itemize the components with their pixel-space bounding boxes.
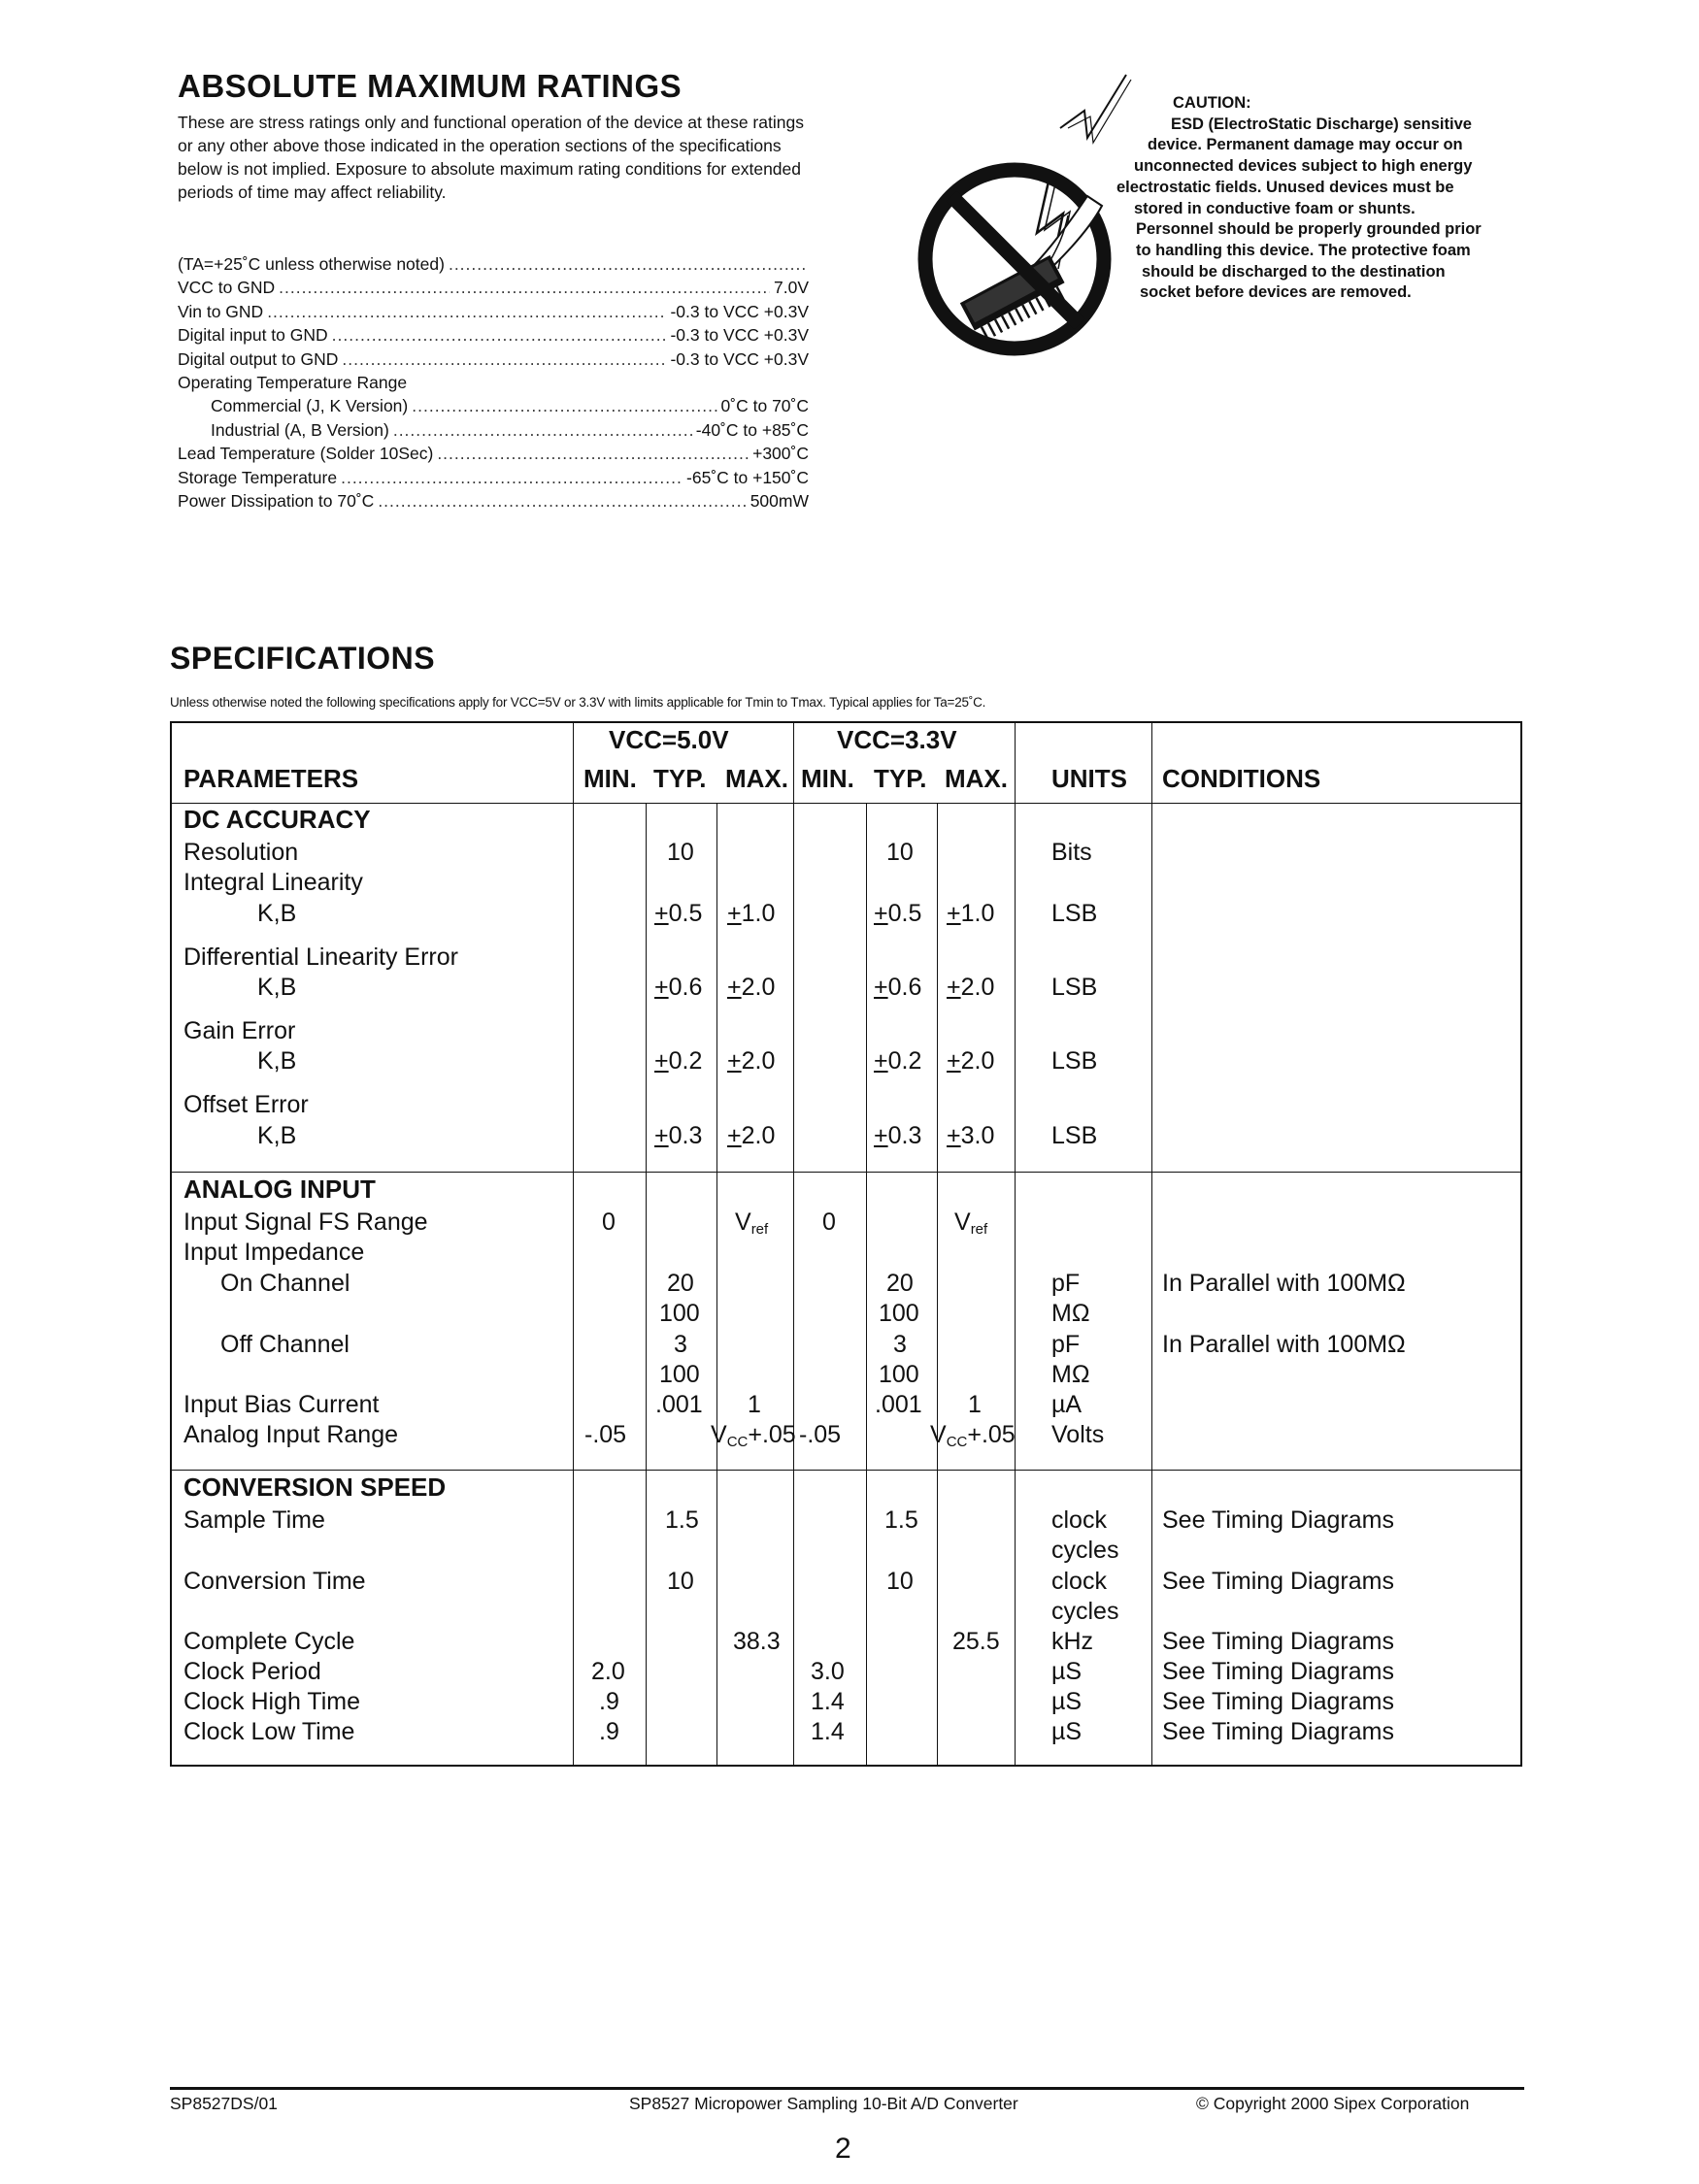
plus-minus-sign: + <box>874 900 888 927</box>
header-vcc33: VCC=3.3V <box>837 725 957 754</box>
param-analog-input-range: Analog Input Range <box>183 1421 399 1448</box>
value-conditions: In Parallel with 100MΩ <box>1162 1270 1406 1297</box>
section-analog-input: ANALOG INPUT <box>183 1175 376 1204</box>
value-units: µS <box>1051 1658 1083 1685</box>
param-integral-linearity: Integral Linearity <box>183 869 363 896</box>
value-units: LSB <box>1051 1047 1098 1075</box>
rating-row <box>178 323 809 347</box>
footer-doc-title: SP8527 Micropower Sampling 10-Bit A/D Converter <box>629 2094 1018 2113</box>
value-units: clock <box>1051 1568 1107 1595</box>
caution-line: to handling this device. The protective foam <box>1136 241 1471 259</box>
header-min: MIN. <box>583 764 637 793</box>
rating-label: Digital input to GND <box>178 325 328 346</box>
caution-line: ESD (ElectroStatic Discharge) sensitive <box>1171 115 1472 133</box>
plus-minus-sign: + <box>654 900 669 927</box>
rating-label: Lead Temperature (Solder 10Sec) <box>178 444 434 464</box>
value-number: 0.3 <box>668 1122 703 1149</box>
value-max <box>947 899 994 929</box>
header-parameters: PARAMETERS <box>183 764 359 793</box>
value-typ: 3 <box>893 1331 907 1358</box>
value-max <box>711 1420 796 1457</box>
value-typ: 20 <box>667 1270 694 1297</box>
rating-row <box>178 252 809 276</box>
section-conversion-speed: CONVERSION SPEED <box>183 1473 447 1502</box>
value-min: -.05 <box>584 1421 627 1448</box>
param-input-impedance: Input Impedance <box>183 1239 365 1266</box>
value-typ: 100 <box>659 1300 700 1327</box>
value-units: pF <box>1051 1270 1081 1297</box>
param-resolution: Resolution <box>183 839 299 866</box>
value-max <box>930 1420 1016 1457</box>
value-typ: 3 <box>674 1331 687 1358</box>
caution-line: electrostatic fields. Unused devices must be <box>1116 178 1454 196</box>
param-conversion-time: Conversion Time <box>183 1568 366 1595</box>
value-units: MΩ <box>1051 1300 1090 1327</box>
plus-minus-sign: + <box>947 900 961 927</box>
param-grade: K,B <box>257 1047 297 1075</box>
header-vcc5: VCC=5.0V <box>609 725 729 754</box>
rating-label: Commercial (J, K Version) <box>211 396 409 416</box>
value-typ: 1.5 <box>884 1506 918 1534</box>
rating-label: Operating Temperature Range <box>178 373 408 393</box>
caution-line: unconnected devices subject to high energy <box>1134 157 1473 176</box>
value-max: 38.3 <box>733 1628 781 1655</box>
header-units: UNITS <box>1051 764 1127 793</box>
rating-row <box>178 347 809 371</box>
rating-row <box>178 489 809 513</box>
value-symbol: V <box>735 1208 751 1236</box>
rating-label: (TA=+25˚C unless otherwise noted) <box>178 254 445 274</box>
value-conditions: See Timing Diagrams <box>1162 1628 1394 1655</box>
rating-value: 7.0V <box>774 278 809 298</box>
value-typ: 10 <box>886 839 914 866</box>
value-typ: 1.5 <box>665 1506 699 1534</box>
value-typ: .001 <box>655 1391 703 1418</box>
header-max: MAX. <box>945 764 1008 793</box>
value-max <box>735 1208 768 1244</box>
value-number: 0.2 <box>887 1047 922 1075</box>
caution-line: Personnel should be properly grounded prior <box>1136 220 1482 239</box>
value-units: Bits <box>1051 839 1092 866</box>
value-min: -.05 <box>799 1421 842 1448</box>
rating-value: -0.3 to VCC +0.3V <box>670 325 809 346</box>
value-conditions: See Timing Diagrams <box>1162 1506 1394 1534</box>
plus-minus-sign: + <box>727 1047 742 1075</box>
param-on-channel: On Channel <box>220 1270 350 1297</box>
value-min: 0 <box>602 1208 616 1236</box>
value-number: 2.0 <box>741 1047 776 1075</box>
caution-heading: CAUTION: <box>1173 94 1251 112</box>
value-number: 2.0 <box>741 1122 776 1149</box>
rating-label: VCC to GND <box>178 278 276 298</box>
value-typ: 100 <box>659 1361 700 1388</box>
value-typ: 10 <box>667 1568 694 1595</box>
value-units: pF <box>1051 1331 1081 1358</box>
value-number: +.05 <box>967 1421 1016 1448</box>
value-subscript: CC <box>946 1434 968 1450</box>
value-typ: 10 <box>667 839 694 866</box>
param-offset-error: Offset Error <box>183 1091 309 1118</box>
value-typ <box>654 899 702 929</box>
value-typ: 10 <box>886 1568 914 1595</box>
value-typ: 100 <box>879 1300 919 1327</box>
value-units: cycles <box>1051 1598 1119 1625</box>
plus-minus-sign: + <box>874 974 888 1001</box>
value-number: 1.0 <box>960 900 995 927</box>
param-off-channel: Off Channel <box>220 1331 350 1358</box>
value-units: MΩ <box>1051 1361 1090 1388</box>
value-max: 1 <box>968 1391 982 1418</box>
plus-minus-sign: + <box>654 974 669 1001</box>
value-units: kHz <box>1051 1628 1094 1655</box>
value-max <box>947 973 994 1003</box>
footer-divider <box>170 2087 1524 2090</box>
value-symbol: V <box>930 1421 947 1448</box>
value-number: 3.0 <box>960 1122 995 1149</box>
value-max <box>727 1121 775 1151</box>
plus-minus-sign: + <box>874 1122 888 1149</box>
specs-table <box>170 721 1522 1767</box>
value-number: 2.0 <box>960 974 995 1001</box>
value-min: 1.4 <box>811 1688 845 1715</box>
param-clock-high-time: Clock High Time <box>183 1688 360 1715</box>
value-max <box>947 1046 994 1076</box>
value-typ: 100 <box>879 1361 919 1388</box>
ratings-list <box>178 252 809 513</box>
rating-label: Vin to GND <box>178 301 264 321</box>
plus-minus-sign: + <box>727 974 742 1001</box>
rating-value: +300˚C <box>752 444 809 464</box>
plus-minus-sign: + <box>947 1122 961 1149</box>
param-grade: K,B <box>257 1122 297 1149</box>
rating-value: 0˚C to 70˚C <box>720 396 809 416</box>
param-clock-period: Clock Period <box>183 1658 321 1685</box>
param-grade: K,B <box>257 974 297 1001</box>
rating-value: -0.3 to VCC +0.3V <box>670 348 809 369</box>
value-number: 0.3 <box>887 1122 922 1149</box>
value-units: LSB <box>1051 974 1098 1001</box>
caution-text <box>1116 93 1534 304</box>
value-typ <box>654 1121 702 1151</box>
rating-row <box>178 394 809 417</box>
value-typ <box>874 899 921 929</box>
value-units: clock <box>1051 1506 1107 1534</box>
rating-label: Industrial (A, B Version) <box>211 419 389 440</box>
value-units: LSB <box>1051 900 1098 927</box>
rating-label: Storage Temperature <box>178 467 338 487</box>
value-typ <box>874 973 921 1003</box>
header-max: MAX. <box>725 764 788 793</box>
value-max <box>947 1121 994 1151</box>
value-units: µA <box>1051 1391 1083 1418</box>
value-symbol: V <box>954 1208 971 1236</box>
param-differential-linearity: Differential Linearity Error <box>183 943 458 971</box>
value-typ <box>654 1046 702 1076</box>
value-units: LSB <box>1051 1122 1098 1149</box>
value-conditions: See Timing Diagrams <box>1162 1688 1394 1715</box>
page-number: 2 <box>835 2133 851 2165</box>
value-typ <box>874 1121 921 1151</box>
value-max <box>727 973 775 1003</box>
rating-row <box>178 466 809 489</box>
param-fs-range: Input Signal FS Range <box>183 1208 428 1236</box>
plus-minus-sign: + <box>947 974 961 1001</box>
rating-row <box>178 371 809 394</box>
value-max: 25.5 <box>952 1628 1000 1655</box>
rating-value: -65˚C to +150˚C <box>686 467 809 487</box>
plus-minus-sign: + <box>654 1047 669 1075</box>
footer-copyright: © Copyright 2000 Sipex Corporation <box>1196 2094 1470 2113</box>
param-input-bias-current: Input Bias Current <box>183 1391 380 1418</box>
header-conditions: CONDITIONS <box>1162 764 1321 793</box>
value-max <box>727 899 775 929</box>
value-number: 0.5 <box>668 900 703 927</box>
plus-minus-sign: + <box>727 900 742 927</box>
header-typ: TYP. <box>653 764 707 793</box>
param-clock-low-time: Clock Low Time <box>183 1718 355 1745</box>
header-typ: TYP. <box>874 764 927 793</box>
section-dc-accuracy: DC ACCURACY <box>183 805 371 834</box>
value-min: 3.0 <box>811 1658 845 1685</box>
value-min: 2.0 <box>591 1658 625 1685</box>
rating-label: Power Dissipation to 70˚C <box>178 491 375 512</box>
rating-row <box>178 442 809 465</box>
value-units: cycles <box>1051 1537 1119 1564</box>
value-units: Volts <box>1051 1421 1105 1448</box>
value-units: µS <box>1051 1718 1083 1745</box>
header-min: MIN. <box>801 764 854 793</box>
value-typ <box>654 973 702 1003</box>
value-subscript: CC <box>726 1434 749 1450</box>
rating-value: -0.3 to VCC +0.3V <box>670 301 809 321</box>
caution-line: socket before devices are removed. <box>1140 283 1412 302</box>
value-number: 2.0 <box>741 974 776 1001</box>
value-conditions: See Timing Diagrams <box>1162 1568 1394 1595</box>
rating-value: -40˚C to +85˚C <box>695 419 809 440</box>
value-number: 0.5 <box>887 900 922 927</box>
ratings-title: ABSOLUTE MAXIMUM RATINGS <box>178 68 683 104</box>
plus-minus-sign: + <box>727 1122 742 1149</box>
rating-value: 500mW <box>750 491 809 512</box>
value-number: 0.6 <box>668 974 703 1001</box>
caution-line: should be discharged to the destination <box>1142 262 1446 281</box>
value-max: 1 <box>748 1391 761 1418</box>
value-symbol: V <box>711 1421 727 1448</box>
value-units: µS <box>1051 1688 1083 1715</box>
plus-minus-sign: + <box>947 1047 961 1075</box>
value-number: 0.2 <box>668 1047 703 1075</box>
param-sample-time: Sample Time <box>183 1506 325 1534</box>
footer-doc-id: SP8527DS/01 <box>170 2094 278 2113</box>
rating-row <box>178 300 809 323</box>
value-typ <box>874 1046 921 1076</box>
rating-row <box>178 418 809 442</box>
caution-line: stored in conductive foam or shunts. <box>1134 199 1416 217</box>
value-max <box>954 1208 987 1244</box>
value-subscript: ref <box>970 1221 988 1238</box>
value-typ: 20 <box>886 1270 914 1297</box>
value-number: 2.0 <box>960 1047 995 1075</box>
value-min: .9 <box>599 1688 619 1715</box>
value-conditions: See Timing Diagrams <box>1162 1718 1394 1745</box>
param-gain-error: Gain Error <box>183 1017 296 1044</box>
value-number: +.05 <box>748 1421 796 1448</box>
plus-minus-sign: + <box>654 1122 669 1149</box>
value-conditions: In Parallel with 100MΩ <box>1162 1331 1406 1358</box>
value-max <box>727 1046 775 1076</box>
specs-note: Unless otherwise noted the following specifications apply for VCC=5V or 3.3V with limits applicable for Tmin to Tmax. Typical applies for Ta=25˚C. <box>170 695 986 710</box>
rating-label: Digital output to GND <box>178 348 339 369</box>
value-typ: .001 <box>875 1391 922 1418</box>
value-number: 0.6 <box>887 974 922 1001</box>
param-grade: K,B <box>257 900 297 927</box>
param-complete-cycle: Complete Cycle <box>183 1628 355 1655</box>
caution-line: device. Permanent damage may occur on <box>1148 136 1463 154</box>
value-number: 1.0 <box>741 900 776 927</box>
value-min: .9 <box>599 1718 619 1745</box>
specs-title: SPECIFICATIONS <box>170 641 436 676</box>
value-subscript: ref <box>750 1221 769 1238</box>
value-conditions: See Timing Diagrams <box>1162 1658 1394 1685</box>
value-min: 1.4 <box>811 1718 845 1745</box>
ratings-intro: These are stress ratings only and functional operation of the device at these ratings or any other above those indicated in the operation sections of the specifications below is not implied. Exposure to absolute maximum rating conditions for extended periods of time may affect reliability. <box>178 113 804 202</box>
plus-minus-sign: + <box>874 1047 888 1075</box>
rating-row <box>178 276 809 299</box>
value-min: 0 <box>822 1208 836 1236</box>
